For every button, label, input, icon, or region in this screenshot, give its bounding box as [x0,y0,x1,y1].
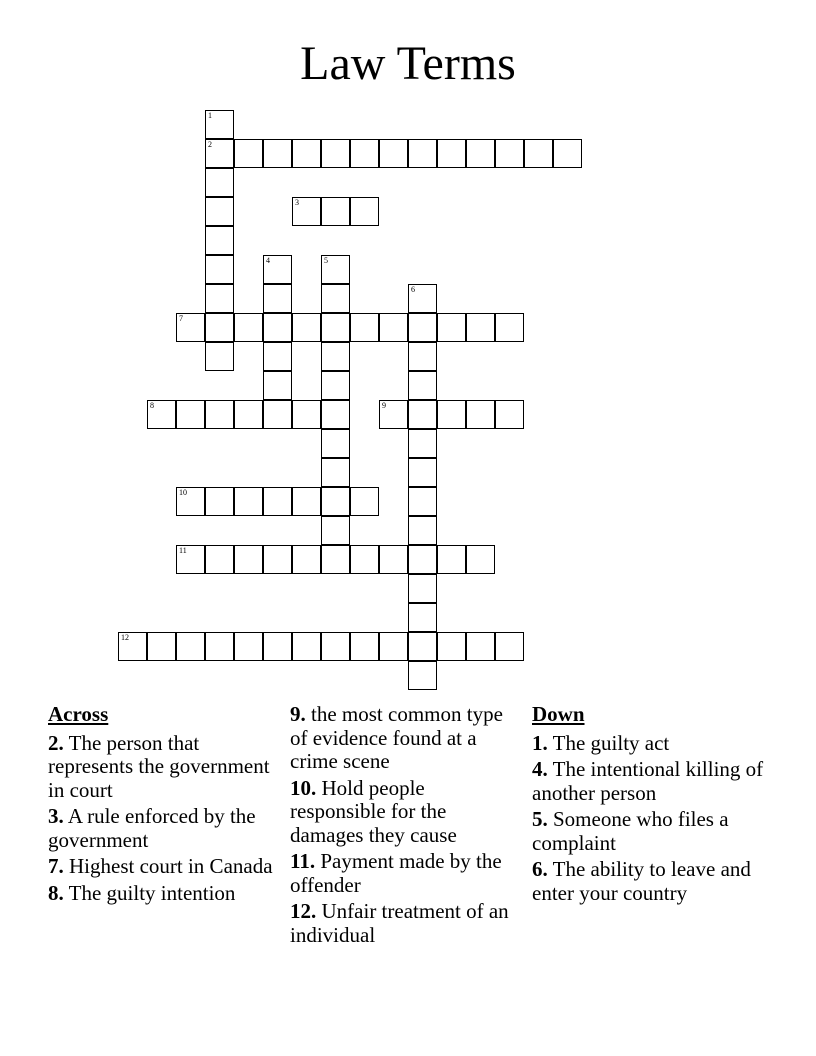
grid-cell[interactable] [321,400,350,429]
grid-cell[interactable] [263,545,292,574]
cell-number: 4 [266,256,270,265]
down-heading: Down [532,702,585,726]
grid-cell[interactable] [292,139,321,168]
grid-cell[interactable] [292,400,321,429]
grid-cell[interactable] [234,487,263,516]
grid-cell[interactable] [234,545,263,574]
cell-number: 9 [382,401,386,410]
clues-column-1 [48,703,280,908]
grid-cell[interactable] [205,632,234,661]
clue-across-12: 12. Unfair treatment of an individual [290,899,509,947]
grid-cell[interactable] [205,313,234,342]
clues-column-2 [290,703,522,950]
grid-cell[interactable] [321,545,350,574]
grid-cell[interactable] [408,429,437,458]
grid-cell[interactable] [466,545,495,574]
grid-cell[interactable] [205,487,234,516]
grid-cell[interactable] [437,545,466,574]
clues-column-3 [532,703,764,908]
grid-cell[interactable] [205,545,234,574]
clue-across-11: 11. Payment made by the offender [290,849,502,897]
cell-number: 5 [324,256,328,265]
cell-number: 1 [208,111,212,120]
grid-cell[interactable] [321,197,350,226]
grid-cell[interactable] [263,487,292,516]
grid-cell[interactable] [205,342,234,371]
grid-cell[interactable] [408,632,437,661]
grid-cell[interactable] [524,139,553,168]
grid-cell[interactable] [350,197,379,226]
grid-cell[interactable] [292,545,321,574]
grid-cell[interactable] [321,342,350,371]
grid-cell[interactable] [263,400,292,429]
cell-number: 6 [411,285,415,294]
cell-number: 11 [179,546,187,555]
grid-cell[interactable] [205,197,234,226]
puzzle-title: Law Terms [300,37,516,90]
cell-number: 3 [295,198,299,207]
grid-cell[interactable] [495,139,524,168]
clue-across-3: 3. A rule enforced by the government [48,804,256,852]
grid-cell[interactable] [263,139,292,168]
grid-cell[interactable] [234,313,263,342]
grid-cell[interactable] [205,400,234,429]
grid-cell[interactable] [321,516,350,545]
grid-cell[interactable] [263,313,292,342]
grid-cell[interactable] [408,603,437,632]
grid-cell[interactable] [408,284,437,313]
grid-cell[interactable] [176,400,205,429]
across-heading: Across [48,702,109,726]
grid-cell[interactable] [350,545,379,574]
grid-cell[interactable] [118,632,147,661]
grid-cell[interactable] [408,400,437,429]
cell-number: 8 [150,401,154,410]
grid-cell[interactable] [321,313,350,342]
clue-across-10: 10. Hold people responsible for the damages they cause [290,775,457,847]
grid-cell[interactable] [205,110,234,139]
grid-cell[interactable] [263,371,292,400]
grid-cell[interactable] [408,458,437,487]
clue-down-6: 6. The ability to leave and enter your country [532,857,751,905]
grid-cell[interactable] [234,632,263,661]
grid-cell[interactable] [495,632,524,661]
grid-cell[interactable] [176,313,205,342]
grid-cell[interactable] [466,400,495,429]
grid-cell[interactable] [321,255,350,284]
grid-cell[interactable] [234,139,263,168]
grid-cell[interactable] [147,400,176,429]
cell-number: 10 [179,488,187,497]
grid-cell[interactable] [292,487,321,516]
clue-across-9: 9. the most common type of evidence found at a crime scene [290,702,503,773]
grid-cell[interactable] [408,516,437,545]
grid-cell[interactable] [205,226,234,255]
grid-cell[interactable] [321,139,350,168]
clue-across-7: 7. Highest court in Canada [48,854,273,878]
grid-cell[interactable] [437,313,466,342]
grid-cell[interactable] [176,487,205,516]
grid-cell[interactable] [408,545,437,574]
grid-cell[interactable] [321,429,350,458]
clue-across-8: 8. The guilty intention [48,880,236,905]
grid-cell[interactable] [553,139,582,168]
grid-cell[interactable] [292,197,321,226]
cell-number: 2 [208,140,212,149]
grid-cell[interactable] [495,313,524,342]
grid-cell[interactable] [263,284,292,313]
grid-cell[interactable] [379,632,408,661]
grid-cell[interactable] [205,168,234,197]
grid-cell[interactable] [408,371,437,400]
grid-cell[interactable] [437,632,466,661]
grid-cell[interactable] [408,313,437,342]
grid-cell[interactable] [408,139,437,168]
grid-cell[interactable] [379,400,408,429]
grid-cell[interactable] [176,632,205,661]
grid-cell[interactable] [437,139,466,168]
grid-cell[interactable] [205,284,234,313]
clue-down-1: 1. The guilty act [532,730,670,755]
grid-cell[interactable] [234,400,263,429]
grid-cell[interactable] [408,487,437,516]
grid-cell[interactable] [321,458,350,487]
grid-cell[interactable] [379,545,408,574]
grid-cell[interactable] [321,487,350,516]
grid-cell[interactable] [263,255,292,284]
grid-cell[interactable] [350,313,379,342]
grid-cell[interactable] [408,342,437,371]
grid-cell[interactable] [321,371,350,400]
grid-cell[interactable] [321,632,350,661]
grid-cell[interactable] [350,632,379,661]
grid-cell[interactable] [379,139,408,168]
grid-cell[interactable] [147,632,176,661]
grid-cell[interactable] [263,632,292,661]
grid-cell[interactable] [437,400,466,429]
grid-cell[interactable] [205,139,234,168]
grid-cell[interactable] [495,400,524,429]
grid-cell[interactable] [350,139,379,168]
grid-cell[interactable] [292,632,321,661]
grid-cell[interactable] [379,313,408,342]
grid-cell[interactable] [466,139,495,168]
grid-cell[interactable] [176,545,205,574]
grid-cell[interactable] [408,574,437,603]
clue-down-5: 5. Someone who files a complaint [532,807,729,855]
grid-cell[interactable] [263,342,292,371]
grid-cell[interactable] [466,632,495,661]
grid-cell[interactable] [292,313,321,342]
clue-down-4: 4. The intentional killing of another person [532,757,764,805]
cell-number: 7 [179,314,183,323]
grid-cell[interactable] [205,255,234,284]
grid-cell[interactable] [466,313,495,342]
grid-cell[interactable] [321,284,350,313]
clue-across-2: 2. The person that represents the government in court [48,730,270,802]
grid-cell[interactable] [350,487,379,516]
cell-number: 12 [121,633,129,642]
grid-cell[interactable] [408,661,437,690]
